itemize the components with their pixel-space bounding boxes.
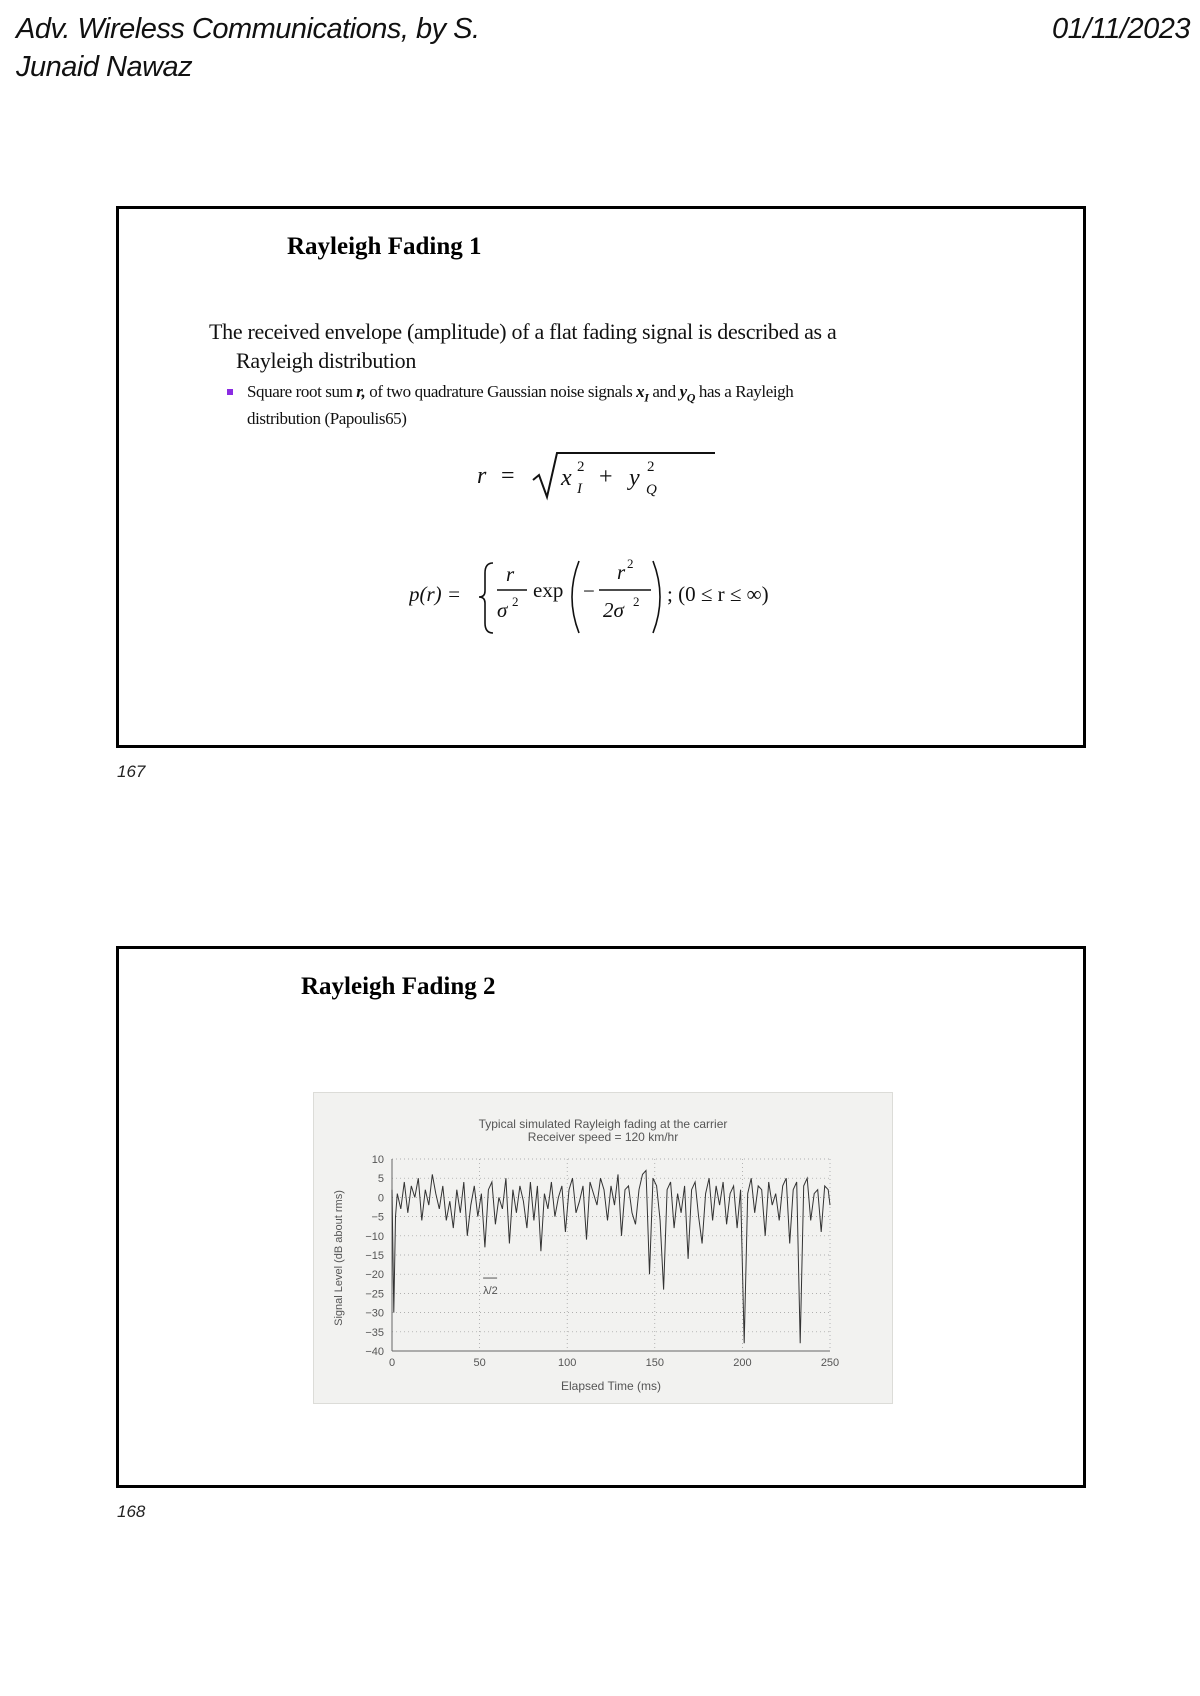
chart-svg	[314, 1093, 892, 1403]
bullet-var-y-sub: Q	[686, 390, 696, 405]
eq2-exp: exp	[533, 578, 564, 602]
bullet-text-and: and	[648, 382, 680, 401]
eq2-frac1-den-sup: 2	[512, 594, 519, 609]
y-tick-label: 5	[377, 1173, 384, 1186]
eq1-y-sup: 2	[647, 459, 655, 475]
page-number-168: 168	[117, 1502, 146, 1521]
chart-title: Typical simulated Rayleigh fading at the carrier	[478, 1117, 728, 1131]
eq2-frac1-den: σ	[497, 598, 508, 622]
slide-168	[116, 946, 1086, 1488]
x-tick-label: 150	[645, 1357, 664, 1369]
y-tick-label: 10	[371, 1154, 384, 1166]
bullet-var-y: y	[679, 382, 687, 401]
rayleigh-fading-plot	[313, 1092, 893, 1404]
bullet-square-icon	[227, 389, 233, 395]
bullet-var-x: x	[636, 382, 645, 401]
chart-subtitle: Receiver speed = 120 km/hr	[527, 1130, 679, 1144]
bullet-text-part1: Square root sum	[247, 382, 357, 401]
document-date: 01/11/2023	[1052, 13, 1190, 45]
x-tick-label: 250	[820, 1357, 840, 1369]
body-line-1: The received envelope (amplitude) of a flat fading signal is described as a	[209, 319, 837, 344]
eq2-minus: −	[583, 579, 595, 603]
y-tick-label: −20	[365, 1269, 384, 1282]
slide-167	[116, 206, 1086, 748]
y-axis-label: Signal Level (dB about rms)	[333, 1190, 345, 1326]
bullet-item	[247, 381, 967, 430]
document-author-header: Adv. Wireless Communications, by S. Junaid Nawaz	[16, 13, 480, 83]
y-tick-label: −15	[365, 1250, 384, 1262]
equation-rayleigh-pdf	[409, 551, 829, 643]
eq2-frac2-num: r	[617, 560, 626, 584]
y-tick-label: −35	[365, 1326, 384, 1339]
wavelength-annotation	[483, 1278, 498, 1297]
x-tick-label: 200	[733, 1357, 752, 1369]
slide-body-text	[209, 317, 1009, 375]
body-line-2: Rayleigh distribution	[236, 348, 417, 373]
x-axis-label: Elapsed Time (ms)	[560, 1379, 662, 1393]
eq2-frac2-den-sup: 2	[633, 594, 640, 609]
slide-title: Rayleigh Fading 1	[287, 233, 482, 260]
eq1-y-sub: Q	[646, 482, 657, 498]
eq2-frac2-num-sup: 2	[627, 556, 634, 571]
y-tick-label: −5	[371, 1211, 384, 1224]
eq2-tail: ; (0 ≤ r ≤ ∞)	[667, 582, 769, 606]
left-paren-icon	[572, 561, 579, 633]
page-number-167: 167	[117, 762, 146, 781]
y-tick-label: 0	[377, 1192, 384, 1205]
eq1-x: x	[561, 465, 572, 491]
y-tick-label: −40	[365, 1346, 384, 1358]
x-tick-label: 0	[388, 1357, 396, 1369]
eq2-frac2-den: 2σ	[603, 598, 624, 622]
slide-title: Rayleigh Fading 2	[301, 973, 496, 1000]
bullet-text-part3: has a Rayleigh	[695, 382, 794, 401]
bullet-var-x-sub: I	[644, 390, 649, 405]
eq1-x-sub: I	[577, 481, 582, 497]
bullet-line-2: distribution (Papoulis65)	[247, 409, 407, 429]
series-line-signal	[392, 1171, 830, 1344]
eq1-equals: =	[501, 463, 515, 489]
y-tick-label: −25	[365, 1288, 384, 1301]
eq2-frac1-num: r	[506, 562, 515, 586]
annotation-label: λ/2	[483, 1285, 498, 1298]
eq1-x-sup: 2	[577, 459, 585, 475]
bullet-text-part2: of two quadrature Gaussian noise signals	[365, 382, 637, 401]
y-tick-label: −30	[365, 1307, 384, 1320]
right-paren-icon	[653, 561, 660, 633]
eq1-y: y	[629, 465, 640, 491]
eq2-lhs: p(r) =	[409, 582, 462, 606]
bullet-var-r: r,	[356, 382, 366, 401]
y-tick-label: −10	[365, 1230, 384, 1243]
eq1-lhs: r	[477, 463, 487, 489]
x-tick-label: 100	[558, 1357, 577, 1369]
x-tick-label: 50	[473, 1357, 486, 1369]
left-brace-icon	[479, 563, 493, 633]
eq1-plus: +	[599, 464, 613, 490]
equation-envelope	[475, 447, 715, 507]
